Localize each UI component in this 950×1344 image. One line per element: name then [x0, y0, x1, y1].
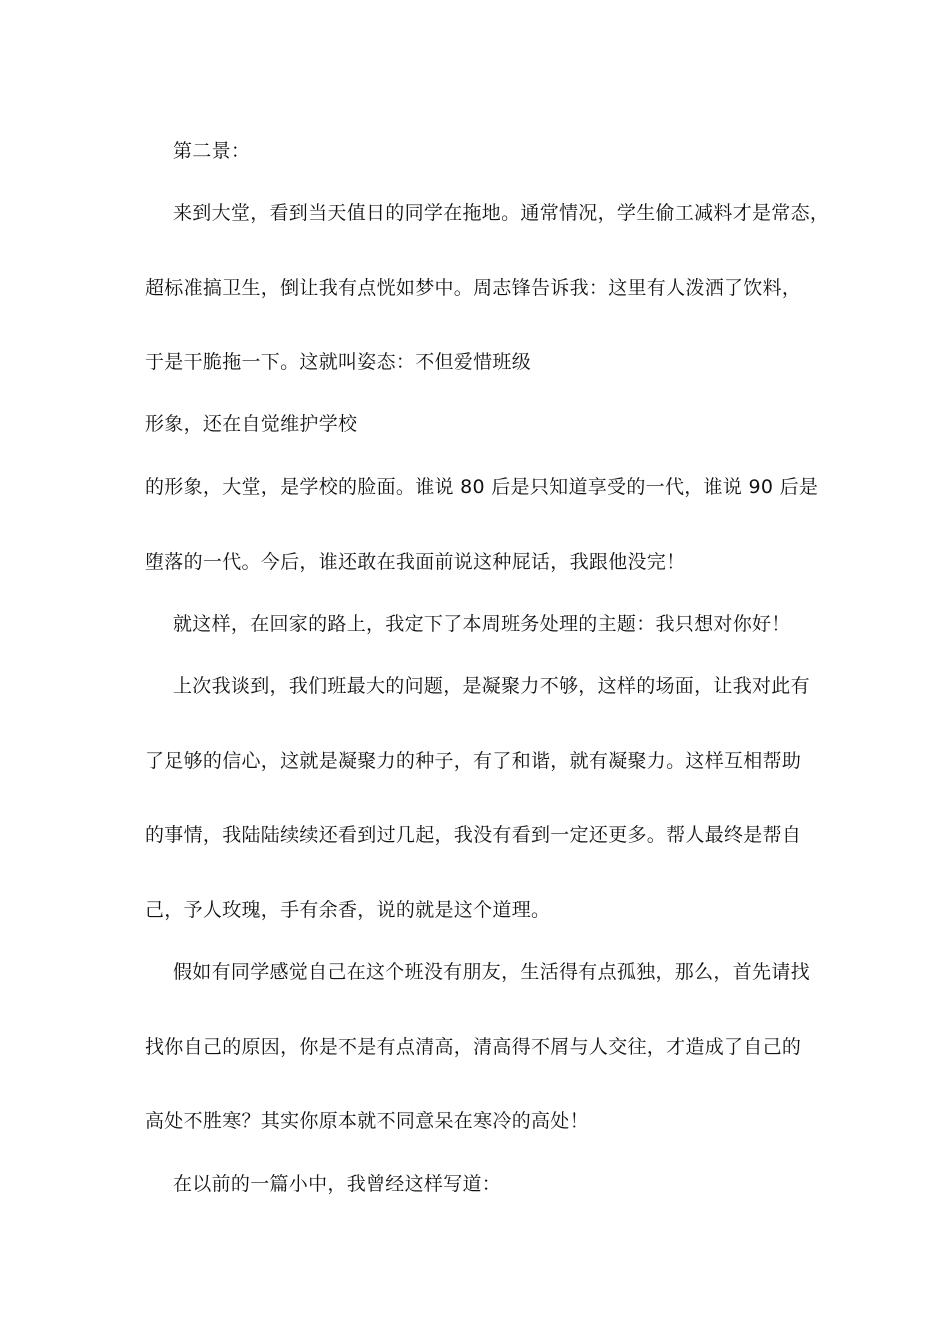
paragraph-line: 于是干脆拖一下。这就叫姿态：不但爱惜班级 [145, 351, 532, 373]
paragraph-line: 就这样，在回家的路上，我定下了本周班务处理的主题：我只想对你好！ [173, 613, 791, 635]
paragraph-line: 高处不胜寒？其实你原本就不同意呆在寒冷的高处！ [145, 1110, 589, 1132]
paragraph-line: 来到大堂，看到当天值日的同学在拖地。通常情况，学生偷工减料才是常态， [173, 202, 830, 224]
paragraph-line: 堕落的一代。今后，谁还敢在我面前说这种屁话，我跟他没完！ [145, 551, 686, 573]
paragraph-line: 超标准搞卫生，倒让我有点恍如梦中。周志锋告诉我：这里有人泼洒了饮料， [145, 277, 802, 299]
paragraph-line: 假如有同学感觉自己在这个班没有朋友，生活得有点孤独，那么，首先请找 [173, 961, 810, 983]
paragraph-line: 的形象，大堂，是学校的脸面。谁说 80 后是只知道享受的一代，谁说 90 后是 [145, 476, 819, 498]
paragraph-line: 在以前的一篇小中，我曾经这样写道： [173, 1173, 502, 1195]
section-heading: 第二景： [173, 140, 251, 162]
paragraph-line: 己，予人玫瑰，手有余香，说的就是这个道理。 [145, 899, 551, 921]
paragraph-line: 找你自己的原因，你是不是有点清高，清高得不屑与人交往，才造成了自己的 [145, 1036, 802, 1058]
paragraph-line: 了足够的信心，这就是凝聚力的种子，有了和谐，就有凝聚力。这样互相帮助 [145, 750, 802, 772]
paragraph-line: 上次我谈到，我们班最大的问题，是凝聚力不够，这样的场面，让我对此有 [173, 675, 810, 697]
paragraph-line: 的事情，我陆陆续续还看到过几起，我没有看到一定还更多。帮人最终是帮自 [145, 824, 802, 846]
paragraph-line: 形象，还在自觉维护学校 [145, 413, 358, 435]
